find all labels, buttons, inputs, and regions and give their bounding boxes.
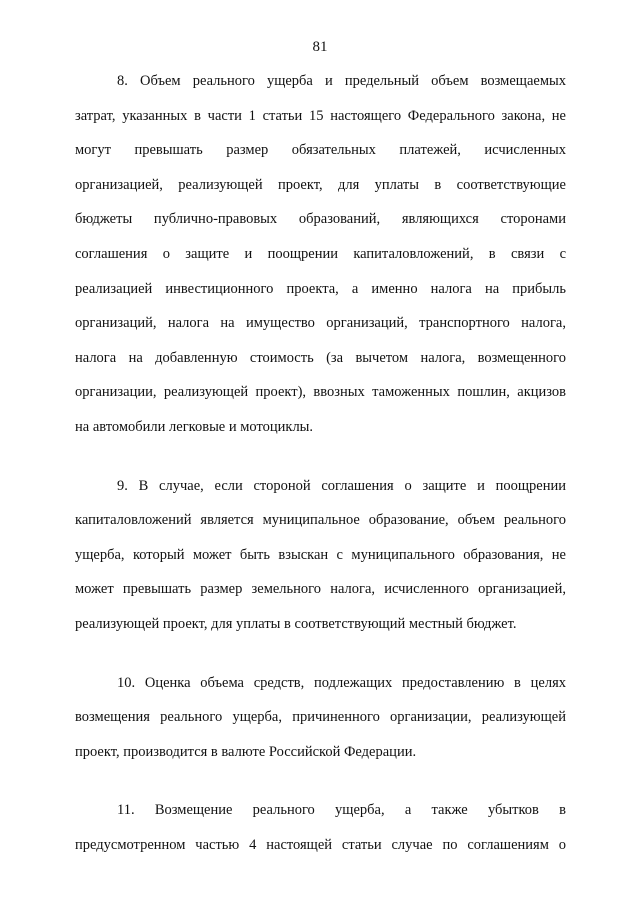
text-line: на автомобили легковые и мотоциклы. bbox=[75, 418, 314, 435]
text-line: 11. Возмещение реального ущерба, а также убытков в bbox=[117, 802, 566, 819]
text-line: предусмотренном частью 4 настоящей статьи случае по соглашениям о bbox=[75, 836, 566, 853]
text-line: могут превышать размер обязательных платежей, исчисленных bbox=[75, 142, 566, 159]
text-line: может превышать размер земельного налога, исчисленного организацией, bbox=[75, 581, 566, 598]
text-line: реализующей проект, для уплаты в соответствующий местный бюджет. bbox=[75, 615, 517, 632]
text-line: 10. Оценка объема средств, подлежащих предоставлению в целях bbox=[117, 674, 566, 691]
text-line: организации, реализующей проект), ввозных таможенных пошлин, акцизов bbox=[75, 384, 566, 401]
text-line: капиталовложений является муниципальное образование, объем реального bbox=[75, 512, 566, 529]
text-line: проект, производится в валюте Российской Федерации. bbox=[75, 743, 417, 760]
text-line: ущерба, который может быть взыскан с муниципального образования, не bbox=[75, 546, 566, 563]
text-line: 8. Объем реального ущерба и предельный объем возмещаемых bbox=[117, 73, 566, 89]
paragraph-10 bbox=[75, 666, 566, 770]
paragraph-8 bbox=[75, 64, 566, 445]
page-number: 81 bbox=[312, 39, 328, 55]
text-line: возмещения реального ущерба, причиненного организации, реализующей bbox=[75, 709, 566, 726]
text-line: реализацией инвестиционного проекта, а именно налога на прибыль bbox=[75, 280, 566, 297]
text-line: организаций, налога на имущество организаций, транспортного налога, bbox=[75, 315, 566, 332]
text-line: бюджеты публично-правовых образований, являющихся сторонами bbox=[75, 211, 566, 228]
paragraph-11 bbox=[75, 793, 566, 862]
text-line: налога на добавленную стоимость (за вычетом налога, возмещенного bbox=[75, 349, 566, 366]
text-line: 9. В случае, если стороной соглашения о защите и поощрении bbox=[117, 477, 566, 494]
text-line: организацией, реализующей проект, для уплаты в соответствующие bbox=[75, 176, 566, 193]
text-line: соглашения о защите и поощрении капиталовложений, в связи с bbox=[75, 245, 566, 262]
text-line: затрат, указанных в части 1 статьи 15 настоящего Федерального закона, не bbox=[75, 107, 566, 124]
document-body bbox=[75, 64, 566, 886]
paragraph-9 bbox=[75, 469, 566, 642]
